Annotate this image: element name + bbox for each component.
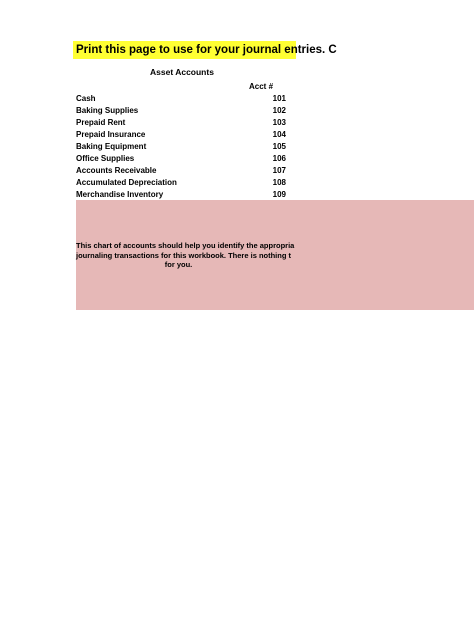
account-number: 103 bbox=[272, 118, 286, 127]
asset-accounts-table bbox=[76, 93, 286, 201]
account-name: Accounts Receivable bbox=[76, 166, 157, 175]
account-row bbox=[76, 117, 286, 129]
account-name: Accumulated Depreciation bbox=[76, 178, 177, 187]
chart-of-accounts-note bbox=[76, 200, 474, 310]
account-row bbox=[76, 129, 286, 141]
account-row bbox=[76, 165, 286, 177]
account-row bbox=[76, 93, 286, 105]
account-name: Baking Equipment bbox=[76, 142, 147, 151]
account-name: Prepaid Rent bbox=[76, 118, 126, 127]
account-name: Baking Supplies bbox=[76, 106, 139, 115]
account-number: 107 bbox=[272, 166, 286, 175]
account-number: 105 bbox=[272, 142, 286, 151]
account-number: 104 bbox=[272, 130, 286, 139]
acct-number-header: Acct # bbox=[249, 82, 274, 91]
account-row bbox=[76, 153, 286, 165]
account-name: Cash bbox=[76, 94, 96, 103]
account-number: 102 bbox=[272, 106, 286, 115]
account-number: 101 bbox=[272, 94, 286, 103]
account-row bbox=[76, 105, 286, 117]
account-name: Office Supplies bbox=[76, 154, 135, 163]
account-row bbox=[76, 177, 286, 189]
account-number: 108 bbox=[272, 178, 286, 187]
account-name: Prepaid Insurance bbox=[76, 130, 146, 139]
account-row bbox=[76, 141, 286, 153]
section-title: Asset Accounts bbox=[150, 67, 214, 77]
account-number: 109 bbox=[272, 190, 286, 199]
print-instruction-banner: Print this page to use for your journal entries. C bbox=[73, 41, 296, 59]
account-name: Merchandise Inventory bbox=[76, 190, 164, 199]
account-number: 106 bbox=[272, 154, 286, 163]
note-text: This chart of accounts should help you identify the appropria journaling transactions for this workbook. There is nothing t for you. bbox=[76, 241, 295, 269]
